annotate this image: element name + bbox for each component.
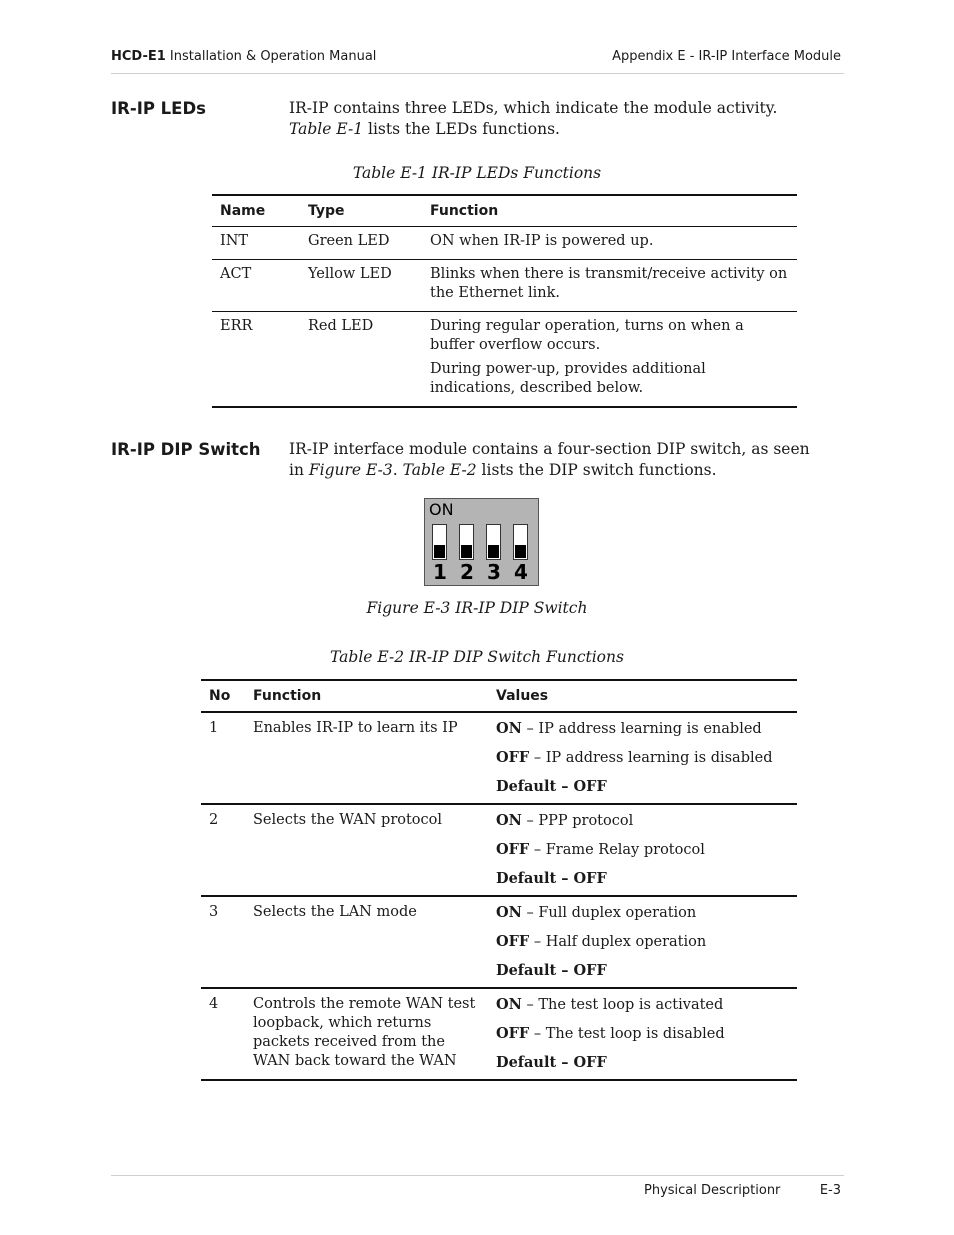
table-row	[212, 227, 797, 260]
on-description: The test loop is activated	[538, 997, 724, 1013]
leds-table	[212, 194, 797, 408]
column-header-name: Name	[212, 195, 300, 227]
leds-text-table-ref: Table E-1	[289, 120, 364, 138]
dip-text-mid: .	[392, 461, 403, 479]
led-function-text: During regular operation, turns on when a buffer overflow occurs.	[430, 318, 744, 353]
on-description: Full duplex operation	[538, 905, 697, 921]
dip-no-cell: 3	[201, 896, 245, 988]
dash: –	[521, 905, 539, 921]
dash: –	[529, 842, 546, 858]
dash: –	[521, 813, 539, 829]
value-on	[496, 719, 789, 739]
header-product: HCD-E1	[111, 49, 166, 64]
dip-number-4: 4	[514, 560, 528, 584]
table-e1-caption: Table E-1 IR-IP LEDs Functions	[352, 164, 602, 182]
value-default	[496, 1053, 789, 1073]
off-word: OFF	[496, 1025, 530, 1042]
dip-text-figure-ref: Figure E-3	[308, 461, 393, 479]
table-row	[201, 804, 797, 896]
leds-table-header	[212, 195, 797, 227]
dash: –	[521, 721, 539, 737]
dip-number-2: 2	[460, 560, 474, 584]
dip-values-cell	[488, 896, 797, 988]
led-function-cell	[422, 260, 797, 312]
dip-text-suffix: lists the DIP switch functions.	[476, 461, 717, 479]
dash: –	[529, 1026, 546, 1042]
column-header-function: Function	[245, 680, 488, 712]
on-word: ON	[496, 720, 522, 737]
leds-text-prefix: IR-IP contains three LEDs, which indicate the module activity.	[289, 99, 778, 117]
table-row	[201, 988, 797, 1080]
off-description: IP address learning is disabled	[545, 750, 773, 766]
value-off	[496, 840, 789, 860]
dip-function-cell: Selects the WAN protocol	[245, 804, 488, 896]
value-off	[496, 748, 789, 768]
dip-switch-1	[432, 524, 447, 560]
dip-switch-2	[459, 524, 474, 560]
column-header-function: Function	[422, 195, 797, 227]
off-word: OFF	[496, 749, 530, 766]
header-appendix: Appendix E - IR-IP Interface Module	[612, 49, 841, 64]
dip-values-cell	[488, 804, 797, 896]
off-word: OFF	[496, 841, 530, 858]
default-value: Default – OFF	[496, 1054, 607, 1071]
value-off	[496, 1024, 789, 1044]
led-name-cell: ACT	[212, 260, 300, 312]
off-word: OFF	[496, 933, 530, 950]
section-heading-dip: IR-IP DIP Switch	[111, 440, 261, 459]
leds-text-suffix: lists the LEDs functions.	[363, 120, 560, 138]
header-manual: Installation & Operation Manual	[169, 49, 377, 64]
table-e2-caption: Table E-2 IR-IP DIP Switch Functions	[330, 648, 624, 666]
value-on	[496, 903, 789, 923]
dip-number-3: 3	[487, 560, 501, 584]
default-value: Default – OFF	[496, 962, 607, 979]
column-header-type: Type	[300, 195, 422, 227]
value-on	[496, 995, 789, 1015]
led-function-cell	[422, 227, 797, 260]
dip-function-cell: Selects the LAN mode	[245, 896, 488, 988]
value-default	[496, 777, 789, 797]
dip-switch-knob	[488, 545, 499, 558]
on-word: ON	[496, 996, 522, 1013]
header-manual-title	[111, 49, 376, 64]
on-description: PPP protocol	[538, 813, 634, 829]
led-type-cell: Yellow LED	[300, 260, 422, 312]
value-default	[496, 961, 789, 981]
table-row	[212, 260, 797, 312]
section-heading-leds: IR-IP LEDs	[111, 99, 206, 118]
dash: –	[521, 997, 539, 1013]
on-description: IP address learning is enabled	[538, 721, 762, 737]
led-name-cell: ERR	[220, 318, 253, 334]
section-text-dip	[289, 439, 819, 481]
on-word: ON	[496, 904, 522, 921]
header-divider	[111, 73, 844, 74]
dash: –	[529, 934, 546, 950]
dip-no-cell: 1	[201, 712, 245, 804]
dip-switch-figure	[424, 498, 539, 586]
dip-number-1: 1	[433, 560, 447, 584]
dip-function-cell: Enables IR-IP to learn its IP	[245, 712, 488, 804]
led-function-text: During power-up, provides additional indications, described below.	[430, 361, 706, 396]
led-function-text: Blinks when there is transmit/receive activity on the Ethernet link.	[430, 266, 788, 301]
table-row	[201, 896, 797, 988]
dip-no-cell: 2	[201, 804, 245, 896]
dip-text-table-ref: Table E-2	[402, 461, 477, 479]
figure-e3-caption: Figure E-3 IR-IP DIP Switch	[366, 599, 588, 617]
dip-values-cell	[488, 712, 797, 804]
dip-table-header	[201, 680, 797, 712]
default-value: Default – OFF	[496, 778, 607, 795]
dash: –	[529, 750, 546, 766]
footer-divider	[111, 1175, 844, 1176]
section-text-leds	[289, 98, 819, 140]
value-on	[496, 811, 789, 831]
column-header-no: No	[201, 680, 245, 712]
footer-section: Physical Descriptionr	[644, 1183, 781, 1198]
on-word: ON	[496, 812, 522, 829]
dip-text-prefix: IR-IP interface module contains a four-section DIP switch, as seen in	[289, 440, 810, 479]
table-row	[212, 312, 797, 408]
default-value: Default – OFF	[496, 870, 607, 887]
value-default	[496, 869, 789, 889]
led-function-text: ON when IR-IP is powered up.	[430, 233, 654, 249]
off-description: Half duplex operation	[545, 934, 707, 950]
dip-switch-knob	[515, 545, 526, 558]
dip-on-label: ON	[429, 500, 454, 519]
dip-switch-3	[486, 524, 501, 560]
footer-page-number: E-3	[819, 1183, 841, 1198]
column-header-values: Values	[488, 680, 797, 712]
table-row	[201, 712, 797, 804]
dip-values-cell	[488, 988, 797, 1080]
off-description: Frame Relay protocol	[545, 842, 705, 858]
led-name-cell: INT	[212, 227, 300, 260]
led-type-cell: Green LED	[300, 227, 422, 260]
dip-switch-knob	[461, 545, 472, 558]
dip-table	[201, 679, 797, 1081]
dip-function-cell: Controls the remote WAN test loopback, which returns packets received from the WAN back toward the WAN	[253, 996, 476, 1069]
dip-no-cell: 4	[209, 996, 219, 1012]
led-type-cell: Red LED	[308, 318, 374, 334]
dip-switch-knob	[434, 545, 445, 558]
value-off	[496, 932, 789, 952]
dip-switch-4	[513, 524, 528, 560]
led-function-cell	[422, 312, 797, 408]
off-description: The test loop is disabled	[545, 1026, 725, 1042]
